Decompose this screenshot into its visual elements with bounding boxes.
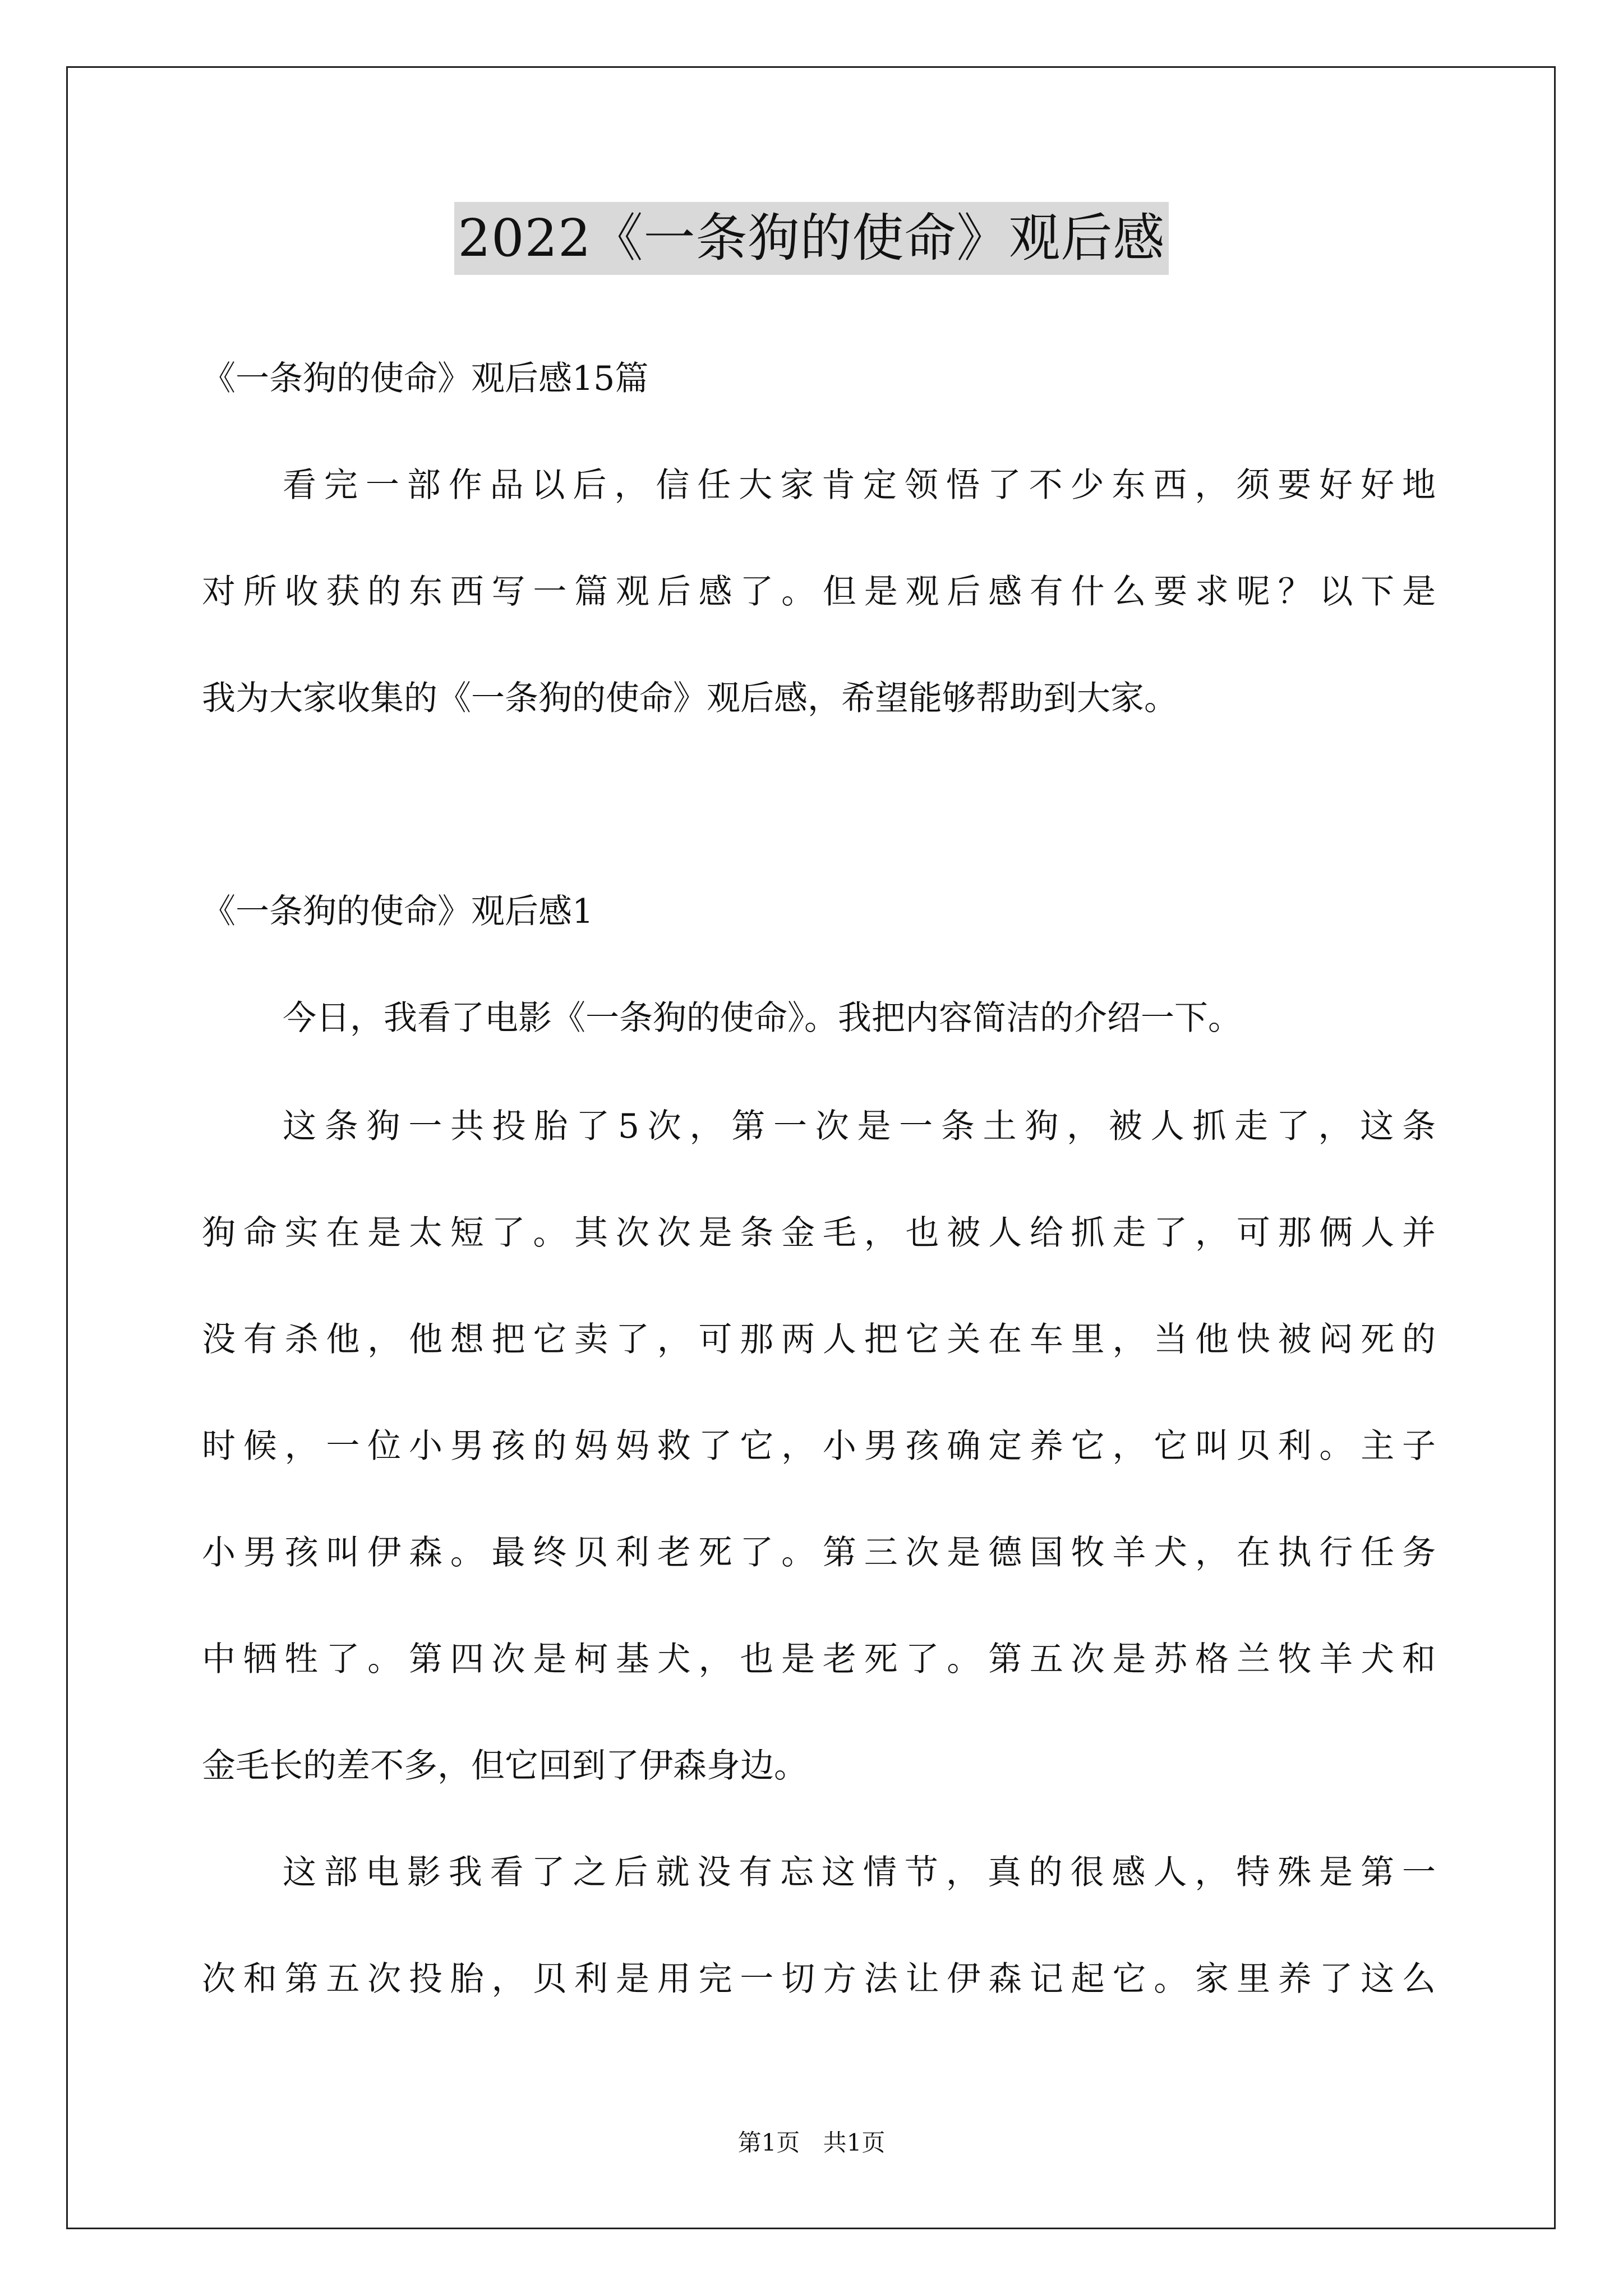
paragraph-2-line-4: 时候，一位小男孩的妈妈救了它，小男孩确定养它，它叫贝利。主子 xyxy=(202,1427,1436,1466)
document-title: 2022《一条狗的使命》观后感 xyxy=(454,202,1168,275)
paragraph-1-line-1: 今日，我看了电影《一条狗的使命》。我把内容简洁的介绍一下。 xyxy=(283,999,1242,1038)
intro-line-1: 看完一部作品以后，信任大家肯定领悟了不少东西，须要好好地 xyxy=(283,466,1436,505)
document-subtitle: 《一条狗的使命》观后感15篇 xyxy=(202,359,649,398)
paragraph-2-line-7: 金毛长的差不多，但它回到了伊森身边。 xyxy=(202,1746,808,1786)
paragraph-2-line-1: 这条狗一共投胎了5次，第一次是一条土狗，被人抓走了，这条 xyxy=(283,1107,1436,1146)
paragraph-2-line-5: 小男孩叫伊森。最终贝利老死了。第三次是德国牧羊犬，在执行任务 xyxy=(202,1533,1436,1572)
page-total: 共1页 xyxy=(823,2129,886,2156)
paragraph-2-line-3: 没有杀他，他想把它卖了，可那两人把它关在车里，当他快被闷死的 xyxy=(202,1320,1436,1359)
paragraph-2-line-6: 中牺牲了。第四次是柯基犬，也是老死了。第五次是苏格兰牧羊犬和 xyxy=(202,1640,1436,1679)
page-number: 第1页 xyxy=(737,2129,800,2156)
intro-line-3: 我为大家收集的《一条狗的使命》观后感，希望能够帮助到大家。 xyxy=(202,679,1178,718)
page-footer xyxy=(0,2126,1623,2160)
title-container xyxy=(0,202,1623,275)
paragraph-3-line-2: 次和第五次投胎，贝利是用完一切方法让伊森记起它。家里养了这么 xyxy=(202,1959,1436,1999)
section-heading: 《一条狗的使命》观后感1 xyxy=(202,892,594,931)
paragraph-2-line-2: 狗命实在是太短了。其次次是条金毛，也被人给抓走了，可那俩人并 xyxy=(202,1213,1436,1253)
paragraph-3-line-1: 这部电影我看了之后就没有忘这情节，真的很感人，特殊是第一 xyxy=(283,1853,1436,1892)
intro-line-2: 对所收获的东西写一篇观后感了。但是观后感有什么要求呢？以下是 xyxy=(202,572,1436,611)
